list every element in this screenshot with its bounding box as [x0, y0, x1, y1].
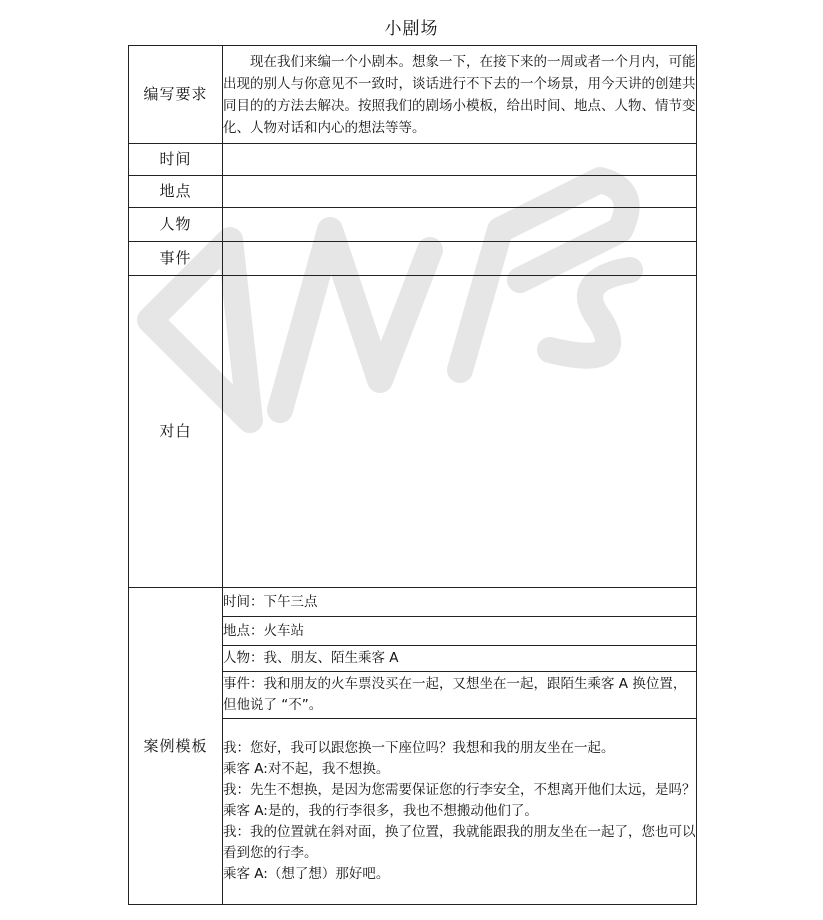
table-row: [129, 46, 697, 144]
example-place: 地点：火车站: [223, 617, 697, 646]
place-label: 地点: [129, 176, 223, 208]
people-label: 人物: [129, 208, 223, 242]
requirements-cell: [223, 46, 697, 144]
event-input-cell[interactable]: [223, 242, 697, 276]
table-row: [129, 208, 697, 242]
dialogue-line: 乘客 A:（想了想）那好吧。: [223, 866, 390, 882]
time-label: 时间: [129, 144, 223, 176]
dialogue-line: 乘客 A:对不起，我不想换。: [223, 761, 390, 777]
table-row: [129, 176, 697, 208]
example-dialogue-cell: [223, 719, 697, 905]
dialogue-line: 我：您好，我可以跟您换一下座位吗？我想和我的朋友坐在一起。: [223, 740, 615, 756]
dialogue-line: 我：我的位置就在斜对面，换了位置，我就能跟我的朋友坐在一起了，您也可以看到您的行李。: [223, 824, 696, 861]
example-people: 人物：我、朋友、陌生乘客 A: [223, 646, 697, 672]
table-row: [129, 242, 697, 276]
table-row: [129, 588, 697, 617]
example-dialogue: [223, 738, 696, 885]
requirements-text: 现在我们来编一个小剧本。想象一下，在接下来的一周或者一个月内，可能出现的别人与你意见不一致时，谈话进行不下去的一个场景，用今天讲的创建共同目的的方法去解决。按照我们的剧场小模板，给出时间、地点、人物、情节变化、人物对话和内心的想法等等。: [223, 53, 696, 136]
place-input-cell[interactable]: [223, 176, 697, 208]
example-time: 时间：下午三点: [223, 588, 697, 617]
dialogue-input-cell[interactable]: [223, 276, 697, 588]
requirements-label: 编写要求: [129, 46, 223, 144]
script-template-table: [128, 45, 697, 905]
people-input-cell[interactable]: [223, 208, 697, 242]
table-row: [129, 276, 697, 588]
time-input-cell[interactable]: [223, 144, 697, 176]
dialogue-line: 我：先生不想换，是因为您需要保证您的行李安全，不想离开他们太远，是吗？: [223, 782, 696, 798]
document-title: 小剧场: [384, 19, 439, 39]
event-label: 事件: [129, 242, 223, 276]
dialogue-label: 对白: [129, 276, 223, 588]
dialogue-line: 乘客 A:是的，我的行李很多，我也不想搬动他们了。: [223, 803, 538, 819]
table-row: [129, 144, 697, 176]
example-label: 案例模板: [129, 588, 223, 905]
example-event: 事件：我和朋友的火车票没买在一起，又想坐在一起，跟陌生乘客 A 换位置，但他说了 “不”。: [223, 672, 697, 719]
